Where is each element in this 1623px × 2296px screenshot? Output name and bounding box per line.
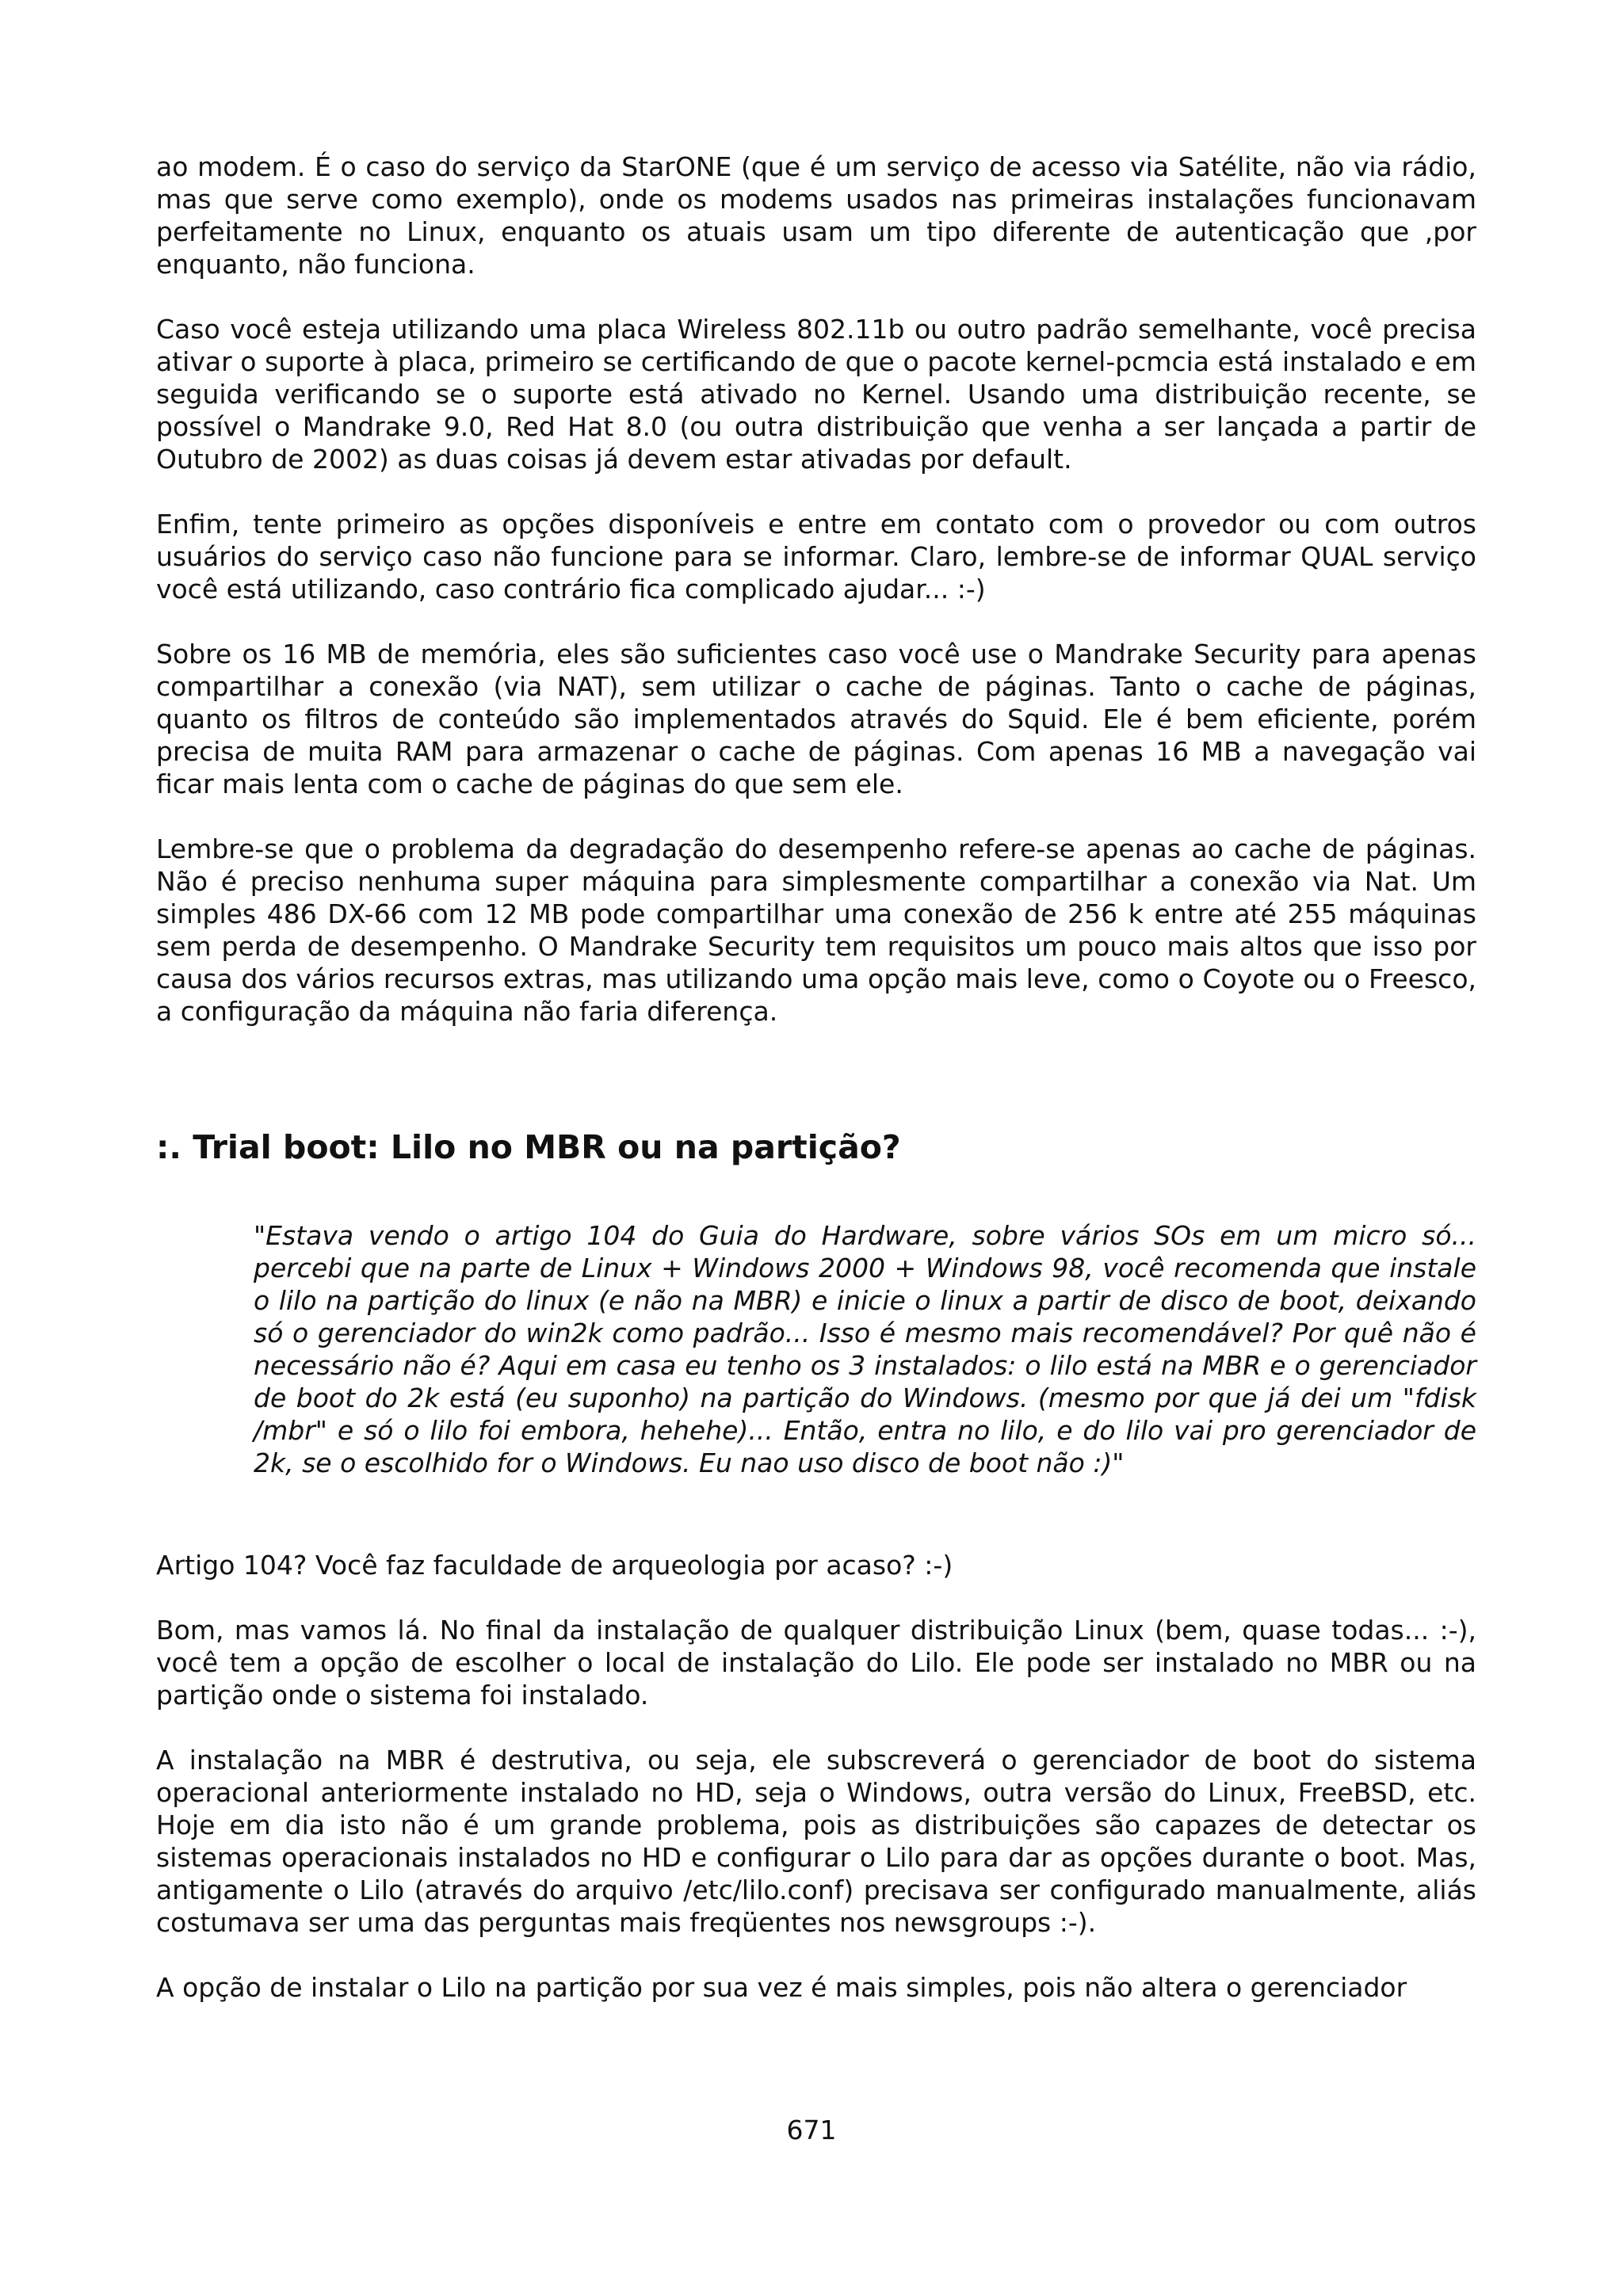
paragraph: Caso você esteja utilizando uma placa Wireless 802.11b ou outro padrão semelhante, você precisa ativar o suporte à placa, primeiro se certificando de que o pacote kernel-pcmcia está instalado e em seguida verificando se o suporte está ativado no Kernel. Usando uma distribuição recente, se possível o Mandrake 9.0, Red Hat 8.0 (ou outra distribuição que venha a ser lançada a partir de Outubro de 2002) as duas coisas já devem estar ativadas por default. bbox=[156, 314, 1476, 475]
document-page bbox=[156, 151, 1476, 2036]
reader-question-quote: "Estava vendo o artigo 104 do Guia do Hardware, sobre vários SOs em um micro só... percebi que na parte de Linux + Windows 2000 + Windows 98, você recomenda que instale o lilo na partição do linux (e não na MBR) e inicie o linux a partir de disco de boot, deixando só o gerenciador do win2k como padrão... Isso é mesmo mais recomendável? Por quê não é necessário não é? Aqui em casa eu tenho os 3 instalados: o lilo está na MBR e o gerenciador de boot do 2k está (eu suponho) na partição do Windows. (mesmo por que já dei um "fdisk /mbr" e só o lilo foi embora, hehehe)... Então, entra no lilo, e do lilo vai pro gerenciador de 2k, se o escolhido for o Windows. Eu nao uso disco de boot não :)" bbox=[254, 1220, 1476, 1478]
section-heading: :. Trial boot: Lilo no MBR ou na partição? bbox=[156, 1128, 901, 1166]
paragraph: Bom, mas vamos lá. No final da instalação de qualquer distribuição Linux (bem, quase todas... :-), você tem a opção de escolher o local de instalação do Lilo. Ele pode ser instalado no MBR ou na partição onde o sistema foi instalado. bbox=[156, 1615, 1476, 1711]
paragraph: A opção de instalar o Lilo na partição por sua vez é mais simples, pois não altera o gerenciador bbox=[156, 1972, 1407, 2003]
paragraph: Artigo 104? Você faz faculdade de arqueologia por acaso? :-) bbox=[156, 1550, 953, 1581]
page-number: 671 bbox=[786, 2115, 837, 2145]
paragraph: A instalação na MBR é destrutiva, ou seja, ele subscreverá o gerenciador de boot do sistema operacional anteriormente instalado no HD, seja o Windows, outra versão do Linux, FreeBSD, etc. Hoje em dia isto não é um grande problema, pois as distribuições são capazes de detectar os sistemas operacionais instalados no HD e configurar o Lilo para dar as opções durante o boot. Mas, antigamente o Lilo (através do arquivo /etc/lilo.conf) precisava ser configurado manualmente, aliás costumava ser uma das perguntas mais freqüentes nos newsgroups :-). bbox=[156, 1745, 1476, 1938]
paragraph: ao modem. É o caso do serviço da StarONE (que é um serviço de acesso via Satélite, não via rádio, mas que serve como exemplo), onde os modems usados nas primeiras instalações funcionavam perfeitamente no Linux, enquanto os atuais usam um tipo diferente de autenticação que ,por enquanto, não funciona. bbox=[156, 151, 1476, 280]
paragraph: Sobre os 16 MB de memória, eles são suficientes caso você use o Mandrake Security para apenas compartilhar a conexão (via NAT), sem utilizar o cache de páginas. Tanto o cache de páginas, quanto os filtros de conteúdo são implementados através do Squid. Ele é bem eficiente, porém precisa de muita RAM para armazenar o cache de páginas. Com apenas 16 MB a navegação vai ficar mais lenta com o cache de páginas do que sem ele. bbox=[156, 639, 1476, 799]
paragraph: Lembre-se que o problema da degradação do desempenho refere-se apenas ao cache de páginas. Não é preciso nenhuma super máquina para simplesmente compartilhar a conexão via Nat. Um simples 486 DX-66 com 12 MB pode compartilhar uma conexão de 256 k entre até 255 máquinas sem perda de desempenho. O Mandrake Security tem requisitos um pouco mais altos que isso por causa dos vários recursos extras, mas utilizando uma opção mais leve, como o Coyote ou o Freesco, a configuração da máquina não faria diferença. bbox=[156, 833, 1476, 1027]
paragraph: Enfim, tente primeiro as opções disponíveis e entre em contato com o provedor ou com outros usuários do serviço caso não funcione para se informar. Claro, lembre-se de informar QUAL serviço você está utilizando, caso contrário fica complicado ajudar... :-) bbox=[156, 509, 1476, 605]
